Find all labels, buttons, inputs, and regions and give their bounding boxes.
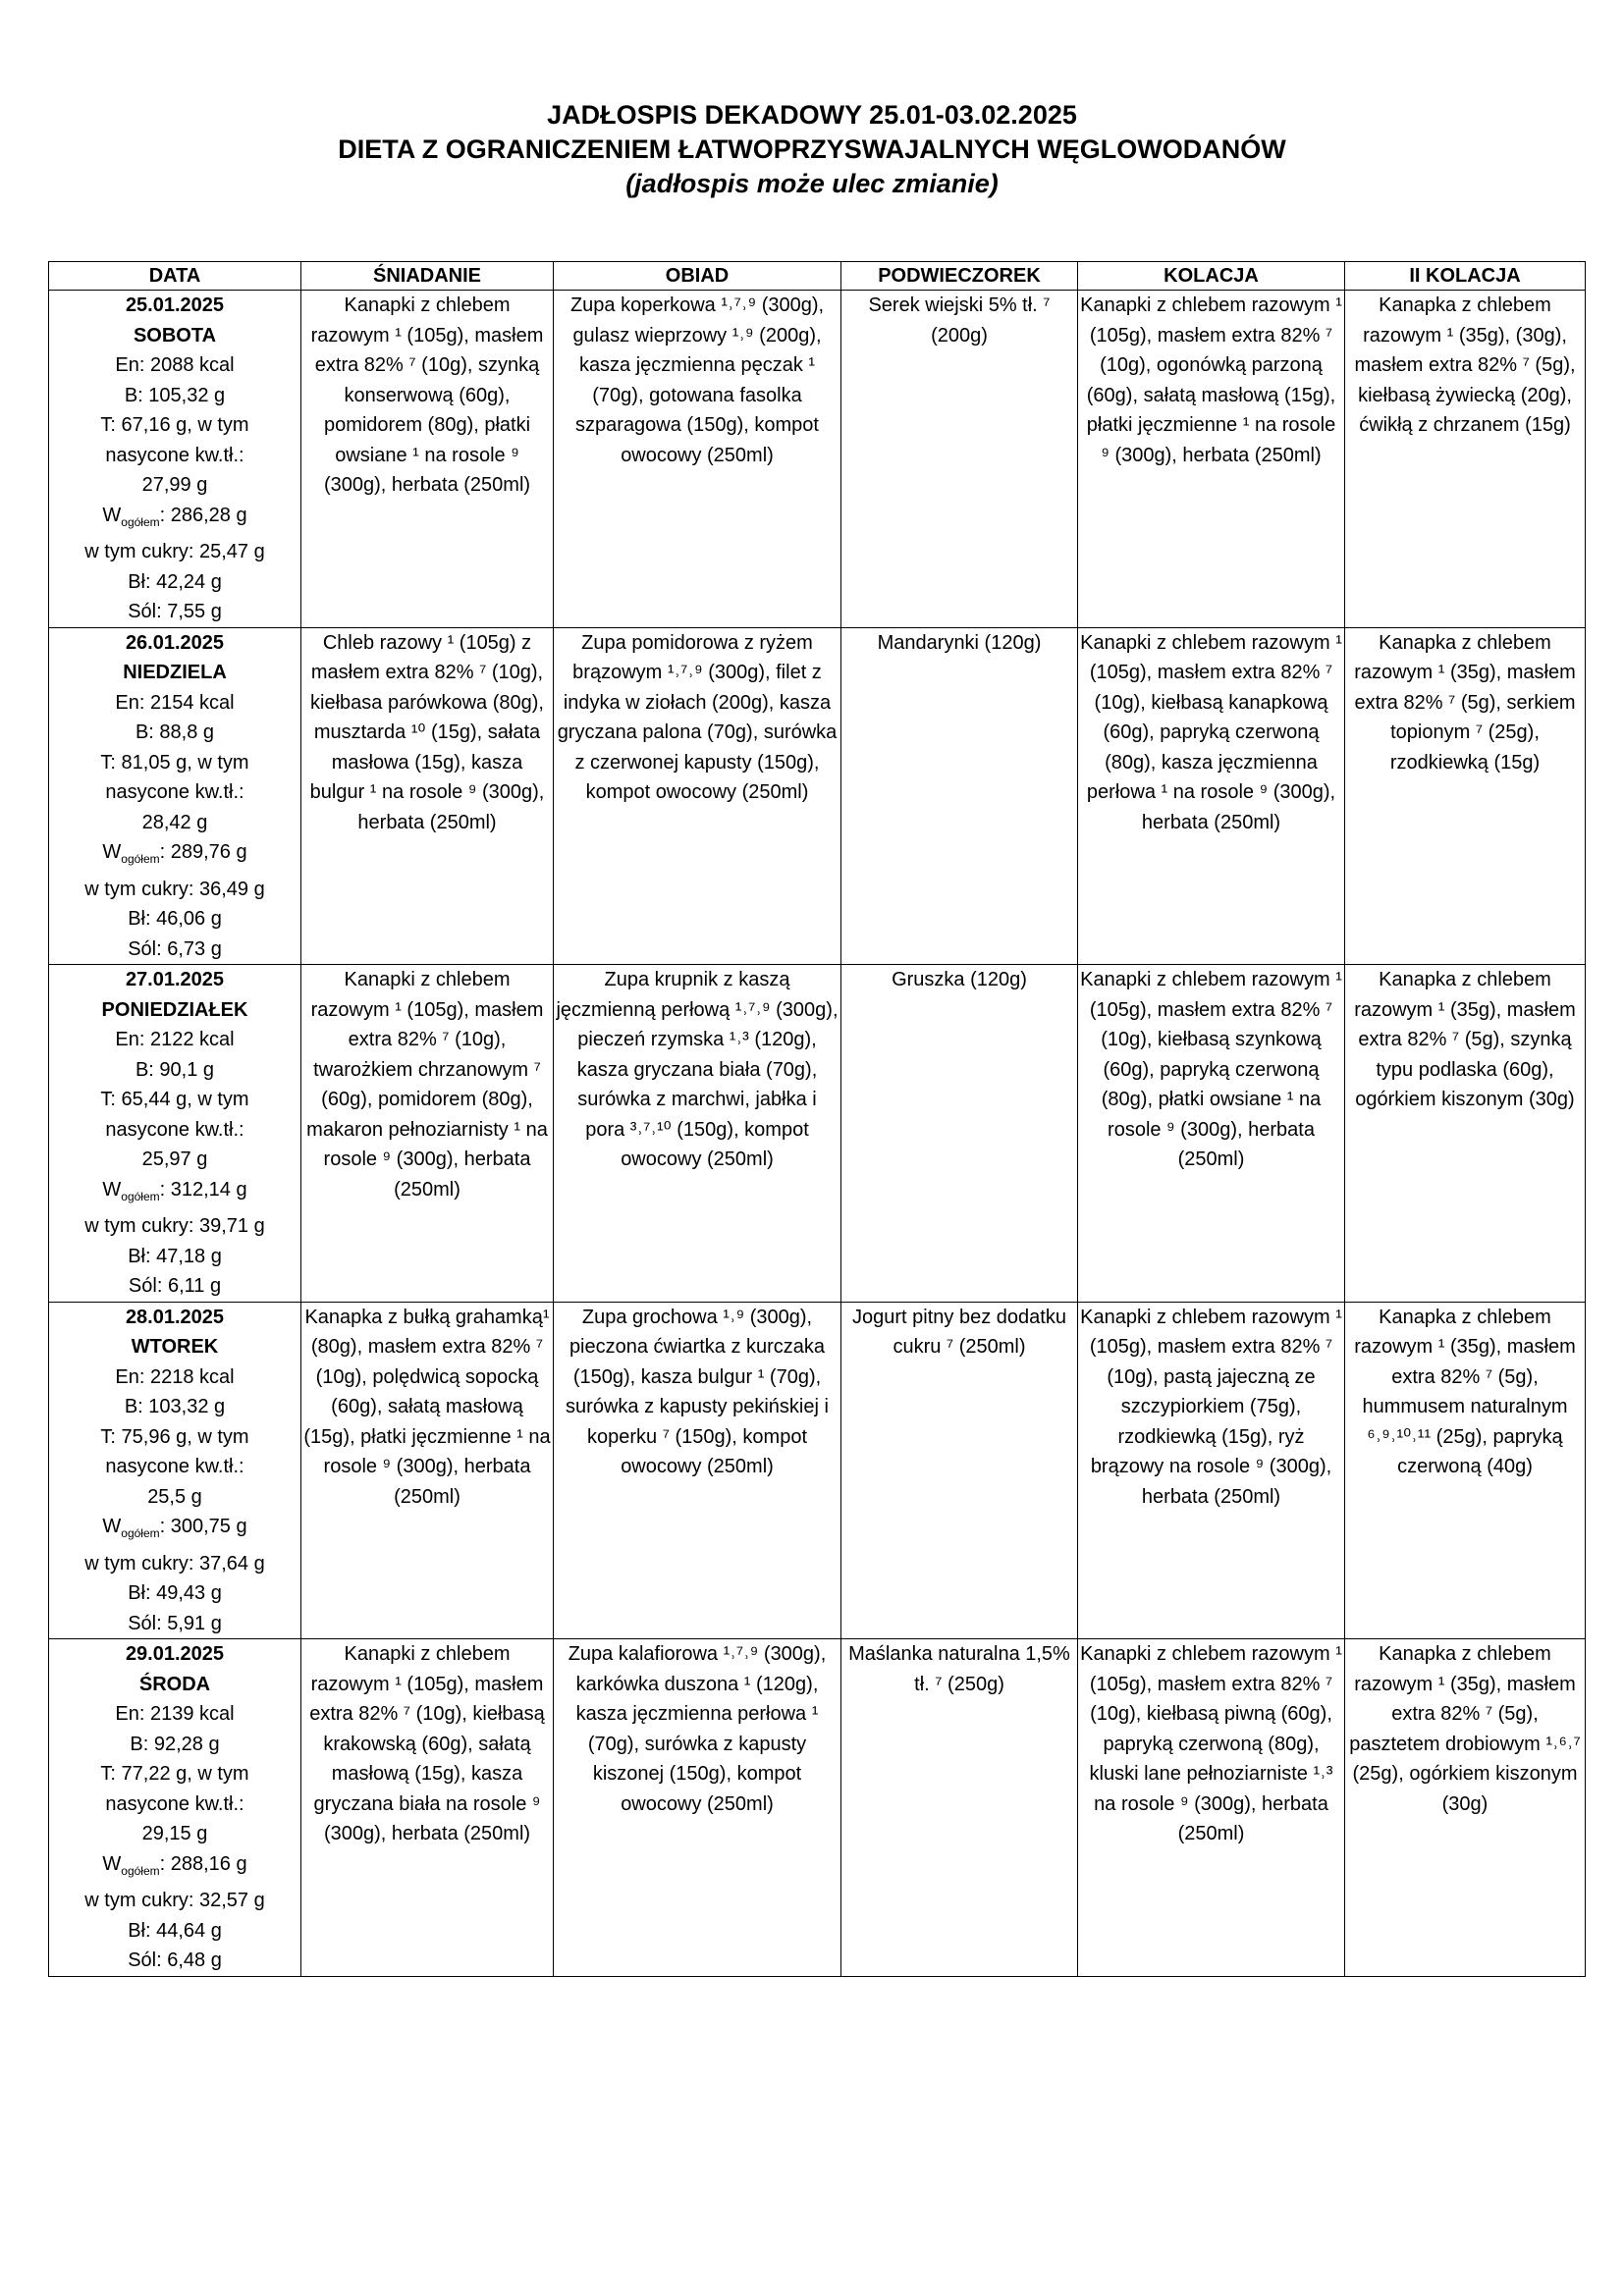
header-row bbox=[49, 262, 1586, 291]
second-dinner-cell: Kanapka z chlebem razowym ¹ (35g), (30g), masłem extra 82% ⁷ (5g), kiełbasą żywiecką (20g), ćwikłą z chrzanem (15g) bbox=[1345, 291, 1586, 628]
column-header-date: DATA bbox=[49, 262, 301, 291]
column-header-lunch: OBIAD bbox=[554, 262, 841, 291]
energy-value: En: 2139 kcal bbox=[115, 1703, 235, 1725]
saturated-fat-value: 25,97 g bbox=[141, 1148, 208, 1170]
day-date: 27.01.2025 bbox=[125, 969, 225, 990]
saturated-fat-label: nasycone kw.tł.: bbox=[105, 1456, 244, 1477]
protein-value: B: 105,32 g bbox=[124, 384, 226, 406]
day-weekday: SOBOTA bbox=[133, 324, 217, 347]
carbs-value: $W_{ogółem}$: 312,14 g bbox=[102, 1178, 247, 1203]
day-weekday: ŚRODA bbox=[138, 1673, 211, 1695]
dinner-cell: Kanapki z chlebem razowym ¹ (105g), masłem extra 82% ⁷ (10g), pastą jajeczną ze szczypiorkiem (75g), rzodkiewką (15g), ryż brązowy na rosole ⁹ (300g), herbata (250ml) bbox=[1078, 1302, 1345, 1639]
dinner-cell: Kanapki z chlebem razowym ¹ (105g), masłem extra 82% ⁷ (10g), kiełbasą szynkową (60g), papryką czerwoną (80g), płatki owsiane ¹ na rosole ⁹ (300g), herbata (250ml) bbox=[1078, 965, 1345, 1303]
protein-value: B: 92,28 g bbox=[130, 1733, 220, 1755]
second-dinner-cell: Kanapka z chlebem razowym ¹ (35g), masłem extra 82% ⁷ (5g), hummusem naturalnym ⁶˒⁹˒¹⁰˒¹¹ (25g), papryką czerwoną (40g) bbox=[1345, 1302, 1586, 1639]
date-cell bbox=[49, 291, 301, 628]
lunch-cell: Zupa grochowa ¹˒⁹ (300g), pieczona ćwiartka z kurczaka (150g), kasza bulgur ¹ (70g), surówka z kapusty pekińskiej i koperku ⁷ (150g), kompot owocowy (250ml) bbox=[554, 1302, 841, 1639]
day-date: 28.01.2025 bbox=[125, 1306, 225, 1328]
fiber-value: Bł: 49,43 g bbox=[128, 1582, 222, 1604]
date-cell bbox=[49, 1639, 301, 1977]
saturated-fat-label: nasycone kw.tł.: bbox=[105, 781, 244, 803]
fat-value: T: 77,22 g, w tym bbox=[100, 1763, 249, 1785]
snack-cell: Maślanka naturalna 1,5% tł. ⁷ (250g) bbox=[841, 1639, 1078, 1977]
energy-value: En: 2122 kcal bbox=[115, 1029, 235, 1050]
carbs-value: $W_{ogółem}$: 300,75 g bbox=[102, 1516, 247, 1540]
snack-cell: Mandarynki (120g) bbox=[841, 627, 1078, 965]
saturated-fat-value: 27,99 g bbox=[141, 474, 208, 496]
date-cell bbox=[49, 1302, 301, 1639]
saturated-fat-label: nasycone kw.tł.: bbox=[105, 1118, 244, 1141]
snack-cell: Jogurt pitny bez dodatku cukru ⁷ (250ml) bbox=[841, 1302, 1078, 1639]
carbs-value: $W_{ogółem}$: 286,28 g bbox=[102, 504, 247, 529]
fiber-value: Bł: 42,24 g bbox=[128, 570, 222, 593]
day-date: 25.01.2025 bbox=[125, 294, 225, 316]
second-dinner-cell: Kanapka z chlebem razowym ¹ (35g), masłem extra 82% ⁷ (5g), serkiem topionym ⁷ (25g), rzodkiewką (15g) bbox=[1345, 627, 1586, 965]
fiber-value: Bł: 44,64 g bbox=[128, 1919, 222, 1942]
sugar-value: w tym cukry: 39,71 g bbox=[84, 1215, 265, 1237]
day-weekday: NIEDZIELA bbox=[123, 662, 227, 683]
sugar-value: w tym cukry: 25,47 g bbox=[84, 541, 265, 562]
dinner-cell: Kanapki z chlebem razowym ¹ (105g), masłem extra 82% ⁷ (10g), kiełbasą kanapkową (60g), papryką czerwoną (80g), kasza jęczmienna perłowa ¹ na rosole ⁹ (300g), herbata (250ml) bbox=[1078, 627, 1345, 965]
salt-value: Sól: 6,11 g bbox=[128, 1275, 222, 1297]
breakfast-cell: Kanapki z chlebem razowym ¹ (105g), masłem extra 82% ⁷ (10g), szynką konserwową (60g), pomidorem (80g), płatki owsiane ¹ na rosole ⁹ (300g), herbata (250ml) bbox=[301, 291, 554, 628]
energy-value: En: 2218 kcal bbox=[115, 1365, 235, 1388]
fat-value: T: 67,16 g, w tym bbox=[100, 414, 249, 436]
breakfast-cell: Kanapki z chlebem razowym ¹ (105g), masłem extra 82% ⁷ (10g), kiełbasą krakowską (60g), sałatą masłową (15g), kasza gryczana biała na rosole ⁹ (300g), herbata (250ml) bbox=[301, 1639, 554, 1977]
second-dinner-cell: Kanapka z chlebem razowym ¹ (35g), masłem extra 82% ⁷ (5g), pasztetem drobiowym ¹˒⁶˒⁷ (25g), ogórkiem kiszonym (30g) bbox=[1345, 1639, 1586, 1977]
energy-value: En: 2154 kcal bbox=[115, 691, 235, 714]
day-weekday: WTOREK bbox=[131, 1336, 219, 1358]
fiber-value: Bł: 47,18 g bbox=[128, 1245, 222, 1267]
carbs-value: $W_{ogółem}$: 289,76 g bbox=[102, 841, 247, 866]
saturated-fat-value: 25,5 g bbox=[147, 1485, 202, 1508]
day-date: 29.01.2025 bbox=[125, 1643, 225, 1665]
breakfast-cell: Chleb razowy ¹ (105g) z masłem extra 82% ⁷ (10g), kiełbasa parówkowa (80g), musztarda ¹⁰ (15g), sałata masłowa (15g), kasza bulgur ¹ na rosole ⁹ (300g), herbata (250ml) bbox=[301, 627, 554, 965]
lunch-cell: Zupa kalafiorowa ¹˒⁷˒⁹ (300g), karkówka duszona ¹ (120g), kasza jęczmienna perłowa ¹ (70g), surówka z kapusty kiszonej (150g), kompot owocowy (250ml) bbox=[554, 1639, 841, 1977]
salt-value: Sól: 5,91 g bbox=[128, 1612, 222, 1634]
snack-cell: Gruszka (120g) bbox=[841, 965, 1078, 1303]
saturated-fat-value: 29,15 g bbox=[141, 1823, 208, 1844]
page-title: JADŁOSPIS DEKADOWY 25.01-03.02.2025 bbox=[547, 100, 1077, 130]
table-row bbox=[49, 1302, 1586, 1639]
protein-value: B: 88,8 g bbox=[135, 721, 215, 743]
fat-value: T: 81,05 g, w tym bbox=[100, 751, 249, 774]
table-row bbox=[49, 965, 1586, 1303]
fat-value: T: 75,96 g, w tym bbox=[100, 1425, 249, 1448]
fiber-value: Bł: 46,06 g bbox=[128, 908, 222, 930]
sugar-value: w tym cukry: 32,57 g bbox=[84, 1890, 265, 1911]
date-cell bbox=[49, 627, 301, 965]
snack-cell: Serek wiejski 5% tł. ⁷ (200g) bbox=[841, 291, 1078, 628]
salt-value: Sól: 7,55 g bbox=[128, 601, 222, 622]
carbs-value: $W_{ogółem}$: 288,16 g bbox=[102, 1852, 247, 1878]
day-weekday: PONIEDZIAŁEK bbox=[101, 998, 248, 1021]
second-dinner-cell: Kanapka z chlebem razowym ¹ (35g), masłem extra 82% ⁷ (5g), szynką typu podlaska (60g), ogórkiem kiszonym (30g) bbox=[1345, 965, 1586, 1303]
salt-value: Sól: 6,48 g bbox=[128, 1949, 222, 1971]
column-header-dinner: KOLACJA bbox=[1078, 262, 1345, 291]
change-note: (jadłospis może ulec zmianie) bbox=[625, 169, 999, 198]
saturated-fat-label: nasycone kw.tł.: bbox=[105, 1792, 244, 1815]
salt-value: Sól: 6,73 g bbox=[128, 937, 222, 960]
column-header-snack: PODWIECZOREK bbox=[841, 262, 1078, 291]
energy-value: En: 2088 kcal bbox=[115, 354, 235, 376]
breakfast-cell: Kanapki z chlebem razowym ¹ (105g), masłem extra 82% ⁷ (10g), twarożkiem chrzanowym ⁷ (60g), pomidorem (80g), makaron pełnoziarnisty ¹ na rosole ⁹ (300g), herbata (250ml) bbox=[301, 965, 554, 1303]
date-cell bbox=[49, 965, 301, 1303]
saturated-fat-label: nasycone kw.tł.: bbox=[105, 444, 244, 466]
day-date: 26.01.2025 bbox=[125, 631, 225, 654]
protein-value: B: 103,32 g bbox=[124, 1396, 226, 1417]
table-row bbox=[49, 291, 1586, 628]
table-row bbox=[49, 1639, 1586, 1977]
table-row bbox=[49, 627, 1586, 965]
page-header bbox=[0, 98, 1624, 201]
diet-name: DIETA Z OGRANICZENIEM ŁATWOPRZYSWAJALNYCH WĘGLOWODANÓW bbox=[338, 134, 1286, 164]
breakfast-cell: Kanapka z bułką grahamką¹ (80g), masłem extra 82% ⁷ (10g), polędwicą sopocką (60g), sałatą masłową (15g), płatki jęczmienne ¹ na rosole ⁹ (300g), herbata (250ml) bbox=[301, 1302, 554, 1639]
fat-value: T: 65,44 g, w tym bbox=[100, 1089, 249, 1110]
saturated-fat-value: 28,42 g bbox=[141, 811, 208, 833]
dinner-cell: Kanapki z chlebem razowym ¹ (105g), masłem extra 82% ⁷ (10g), ogonówką parzoną (60g), sałatą masłową (15g), płatki jęczmienne ¹ na rosole ⁹ (300g), herbata (250ml) bbox=[1078, 291, 1345, 628]
column-header-breakfast: ŚNIADANIE bbox=[301, 262, 554, 291]
lunch-cell: Zupa pomidorowa z ryżem brązowym ¹˒⁷˒⁹ (300g), filet z indyka w ziołach (200g), kasza gryczana palona (70g), surówka z czerwonej kapusty (150g), kompot owocowy (250ml) bbox=[554, 627, 841, 965]
sugar-value: w tym cukry: 37,64 g bbox=[84, 1552, 265, 1575]
lunch-cell: Zupa krupnik z kaszą jęczmienną perłową ¹˒⁷˒⁹ (300g), pieczeń rzymska ¹˒³ (120g), kasza gryczana biała (70g), surówka z marchwi, jabłka i pora ³˒⁷˒¹⁰ (150g), kompot owocowy (250ml) bbox=[554, 965, 841, 1303]
menu-table bbox=[48, 261, 1586, 1977]
lunch-cell: Zupa koperkowa ¹˒⁷˒⁹ (300g), gulasz wieprzowy ¹˒⁹ (200g), kasza jęczmienna pęczak ¹ (70g), gotowana fasolka szparagowa (150g), kompot owocowy (250ml) bbox=[554, 291, 841, 628]
dinner-cell: Kanapki z chlebem razowym ¹ (105g), masłem extra 82% ⁷ (10g), kiełbasą piwną (60g), papryką czerwoną (80g), kluski lane pełnoziarniste ¹˒³ na rosole ⁹ (300g), herbata (250ml) bbox=[1078, 1639, 1345, 1977]
sugar-value: w tym cukry: 36,49 g bbox=[84, 878, 265, 900]
protein-value: B: 90,1 g bbox=[135, 1058, 215, 1081]
column-header-second-dinner: II KOLACJA bbox=[1345, 262, 1586, 291]
